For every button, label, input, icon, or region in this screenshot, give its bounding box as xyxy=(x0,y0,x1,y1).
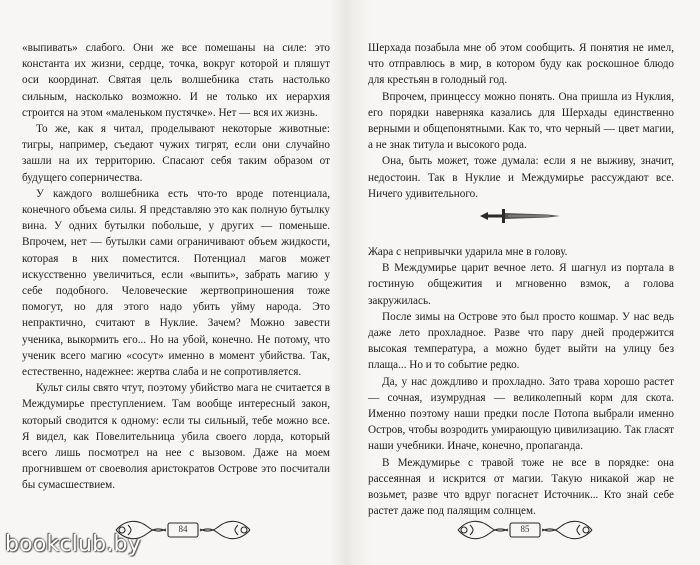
watermark-text: bookclub.by xyxy=(5,532,141,557)
left-paragraph: Культ силы свято чтут, поэтому убийство мага не считается в Междумирье преступлением. Там вообще интересный закон, который сводится к одному: если ты сильный, тебе можно все. Я видел, как Повелительница убила своего лорда, который всего лишь посмотрел на нее с вызовом. Даже на моем прогнившем от своеволия аристократов Острове это посчитали бы сумасшествием. xyxy=(22,382,330,492)
right-paragraph: Да, у нас дождливо и прохладно. Зато трава хорошо растет — сочная, изумрудная — великолепный корм для скота. Именно поэтому наши предки после Потопа выбрали именно Остров, чтобы возродить умирающую цивилизацию. Так гласят наши учебники. Иначе, конечно, пропаганда. xyxy=(368,375,674,453)
dagger-separator-icon xyxy=(478,206,562,226)
right-page-number: 85 xyxy=(520,524,530,534)
right-paragraph: Впрочем, принцессу можно понять. Она пришла из Нуклия, его порядки наверняка казались для Шерхады единственно верными и общепонятными. Как то, что черный — цвет магии, а не знак титула и высокого рода. xyxy=(368,90,674,152)
right-paragraph: Шерхада позабыла мне об этом сообщить. Я понятия не имел, что отправлюсь в мир, в котором буду как роскошное блюдо для крестьян в голодный год. xyxy=(368,42,674,87)
left-page-number: 84 xyxy=(178,524,188,534)
right-paragraph: Жара с непривычки ударила мне в голову. xyxy=(368,246,568,258)
right-paragraph: Она, быть может, тоже думала: если я не выживу, значит, недостоин. Так в Нуклие и Междумирье рассуждают все. Ничего удивительного. xyxy=(368,155,674,200)
right-paragraph: В Междумирье царит вечное лето. Я шагнул из портала в гостиную общежития и мгновенно взмок, а голова закружилась. xyxy=(368,262,674,307)
left-page-text xyxy=(22,40,330,494)
right-paragraph: После зимы на Острове это был просто кошмар. У нас ведь даже лето прохладное. Разве что пару дней продержится высокая температура, а можно будет выйти на улицу без плаща... Но и то событие редко. xyxy=(368,310,674,372)
right-footer-ornament xyxy=(450,515,600,545)
left-paragraph: У каждого волшебника есть что-то вроде потенциала, конечного объема силы. Я представляю это как полную бутылку вина. У одних бутылки побольше, у других — поменьше. Впрочем, нет — бутылки сами ограничивают объем жидкости, которая в них поместится. Потенциал магов может искусственно увеличиться, если «выпить», забрать магию у себе подобного. Человеческие жертвоприношения тоже помогут, но для этого надо убить уйму народа. Это непрактично, считают в Нуклие. Зачем? Можно завести ученика, выкормить его... Но на убой, конечно. Не потому, что ученик всего магию «сосут» именно в момент убийства. Так, естественно, надежнее: жертва слаба и не сопротивляется. xyxy=(22,187,330,379)
right-paragraph: В Междумирье с травой тоже не все в порядке: она рассеянная и искрится от магии. Такую никакой жар не возьмет, разве что вдруг погаснет Источник... Кто знай себе растет даже под палящим солнцем. xyxy=(368,456,674,518)
left-paragraph: «выпивать» слабого. Они же все помешаны на силе: это константа их жизни, сердце, точка, вокруг которой и пляшут оси координат. Святая цель волшебника стать настолько сильным, насколько возможно. И не только их иерархия строится на этом «маленьком пустячке». Нет — вся их жизнь. xyxy=(22,42,330,119)
right-page-text-top xyxy=(368,40,674,202)
left-paragraph: То же, как я читал, проделывают некоторые животные: тигры, например, съедают чужих тигрят, если они случайно зашли на их территорию. Спасают себя таким образом от будущего соперничества. xyxy=(22,123,330,184)
right-page-text-bottom xyxy=(368,244,674,519)
